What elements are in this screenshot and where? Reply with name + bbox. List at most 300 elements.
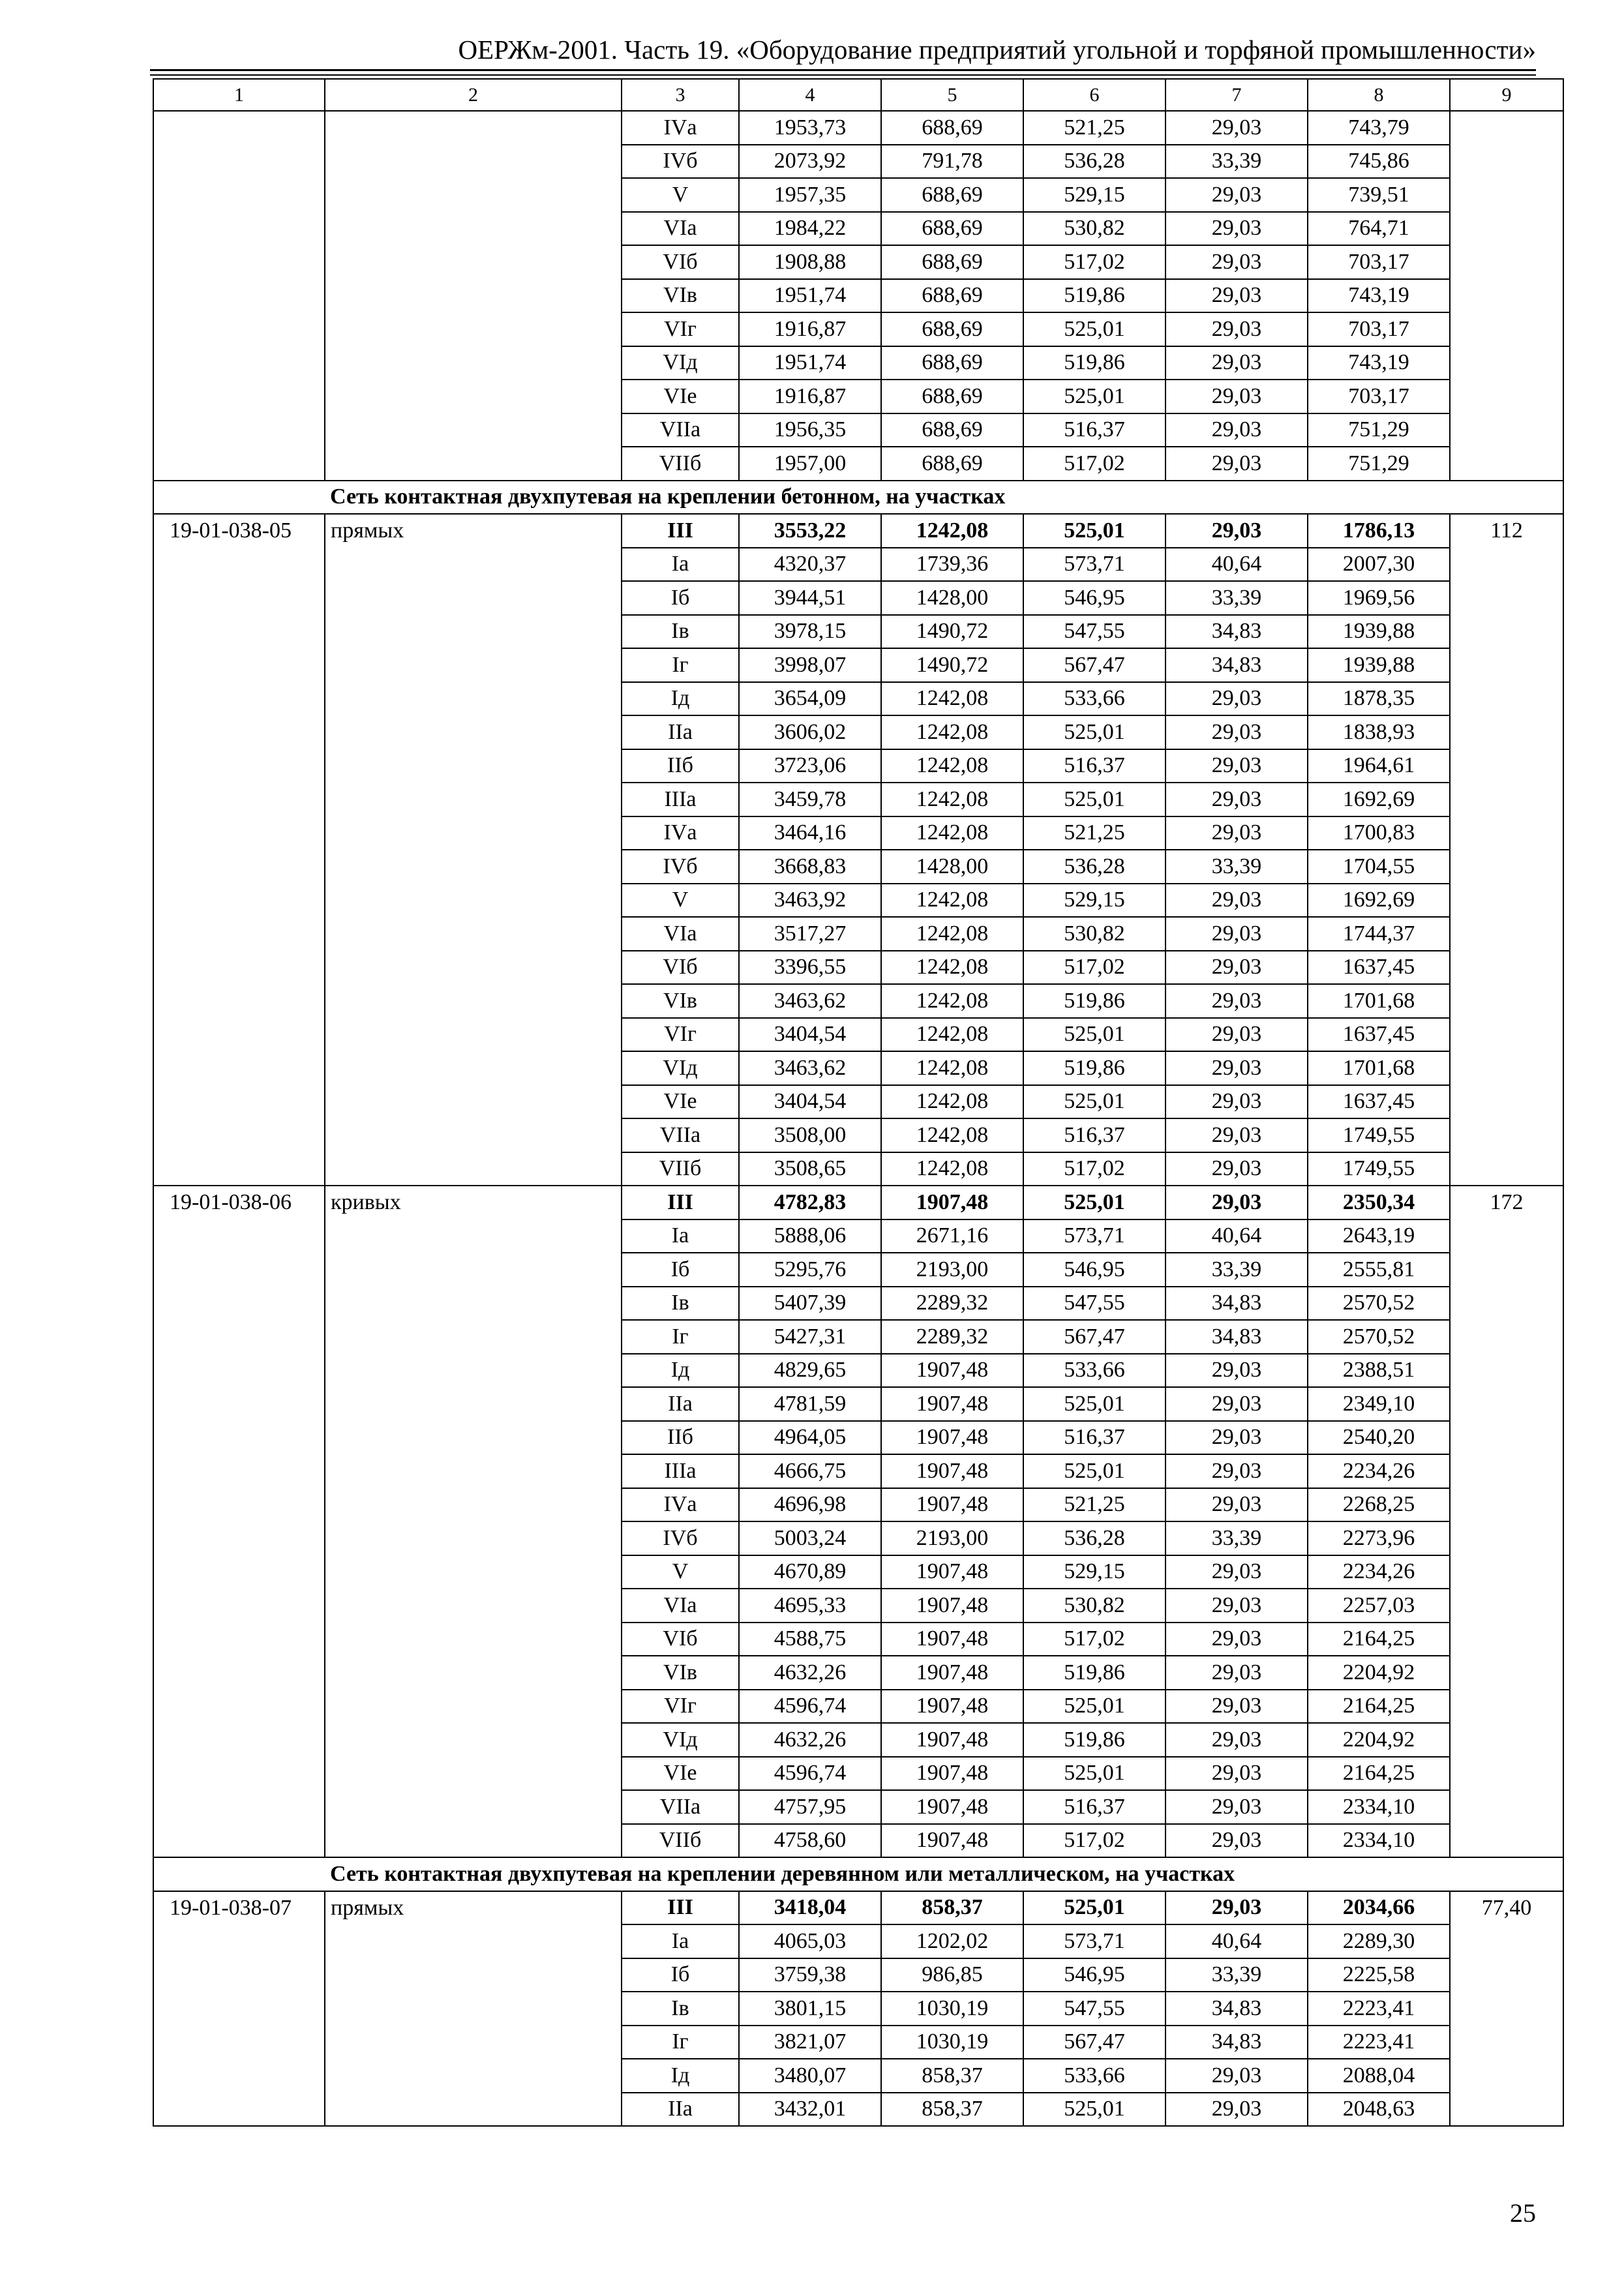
value-cell: 3404,54 — [739, 1085, 881, 1119]
value-cell: 533,66 — [1023, 2059, 1165, 2093]
value-cell: 29,03 — [1165, 682, 1308, 716]
zone-cell: VIIа — [622, 1790, 739, 1824]
value-cell: 4758,60 — [739, 1824, 881, 1858]
zone-cell: Iб — [622, 1958, 739, 1992]
table-row — [153, 111, 1563, 145]
value-cell: 1692,69 — [1308, 884, 1450, 918]
value-cell: 573,71 — [1023, 548, 1165, 582]
value-cell: 34,83 — [1165, 2026, 1308, 2059]
value-cell: 29,03 — [1165, 783, 1308, 816]
value-cell: 688,69 — [881, 212, 1023, 246]
column-number-cell: 3 — [622, 79, 739, 111]
value-cell: 1704,55 — [1308, 850, 1450, 884]
value-cell: 547,55 — [1023, 1287, 1165, 1321]
value-cell: 4588,75 — [739, 1623, 881, 1656]
zone-cell: IIа — [622, 1387, 739, 1421]
value-cell: 2570,52 — [1308, 1320, 1450, 1354]
value-cell: 29,03 — [1165, 1051, 1308, 1085]
value-cell: 688,69 — [881, 346, 1023, 380]
value-cell: 1916,87 — [739, 380, 881, 413]
col9-cell: 172 — [1450, 1186, 1563, 1857]
page-header: ОЕРЖм-2001. Часть 19. «Оборудование предприятий угольной и торфяной промышленности» — [458, 35, 1536, 65]
zone-cell: VIе — [622, 380, 739, 413]
column-number-cell: 1 — [153, 79, 325, 111]
zone-cell: VIг — [622, 1690, 739, 1724]
value-cell: 573,71 — [1023, 1924, 1165, 1958]
value-cell: 34,83 — [1165, 1320, 1308, 1354]
value-cell: 29,03 — [1165, 380, 1308, 413]
header-rule-thin — [150, 74, 1536, 76]
zone-cell: Iд — [622, 1354, 739, 1388]
value-cell: 1939,88 — [1308, 648, 1450, 682]
value-cell: 1428,00 — [881, 581, 1023, 615]
value-cell: 536,28 — [1023, 145, 1165, 179]
value-cell: 29,03 — [1165, 1118, 1308, 1152]
value-cell: 517,02 — [1023, 1623, 1165, 1656]
value-cell: 1692,69 — [1308, 783, 1450, 816]
value-cell: 4696,98 — [739, 1488, 881, 1522]
value-cell: 525,01 — [1023, 1085, 1165, 1119]
value-cell: 3606,02 — [739, 715, 881, 749]
zone-cell: Iв — [622, 1992, 739, 2026]
code-cell — [153, 111, 325, 481]
zone-cell: VIд — [622, 1723, 739, 1757]
value-cell: 29,03 — [1165, 1656, 1308, 1690]
value-cell: 525,01 — [1023, 783, 1165, 816]
value-cell: 743,19 — [1308, 279, 1450, 313]
value-cell: 1907,48 — [881, 1623, 1023, 1656]
column-number-cell: 8 — [1308, 79, 1450, 111]
value-cell: 519,86 — [1023, 346, 1165, 380]
value-cell: 1907,48 — [881, 1790, 1023, 1824]
value-cell: 529,15 — [1023, 1555, 1165, 1589]
rates-table — [153, 78, 1564, 2127]
value-cell: 1907,48 — [881, 1690, 1023, 1724]
value-cell: 858,37 — [881, 1891, 1023, 1925]
value-cell: 2007,30 — [1308, 548, 1450, 582]
value-cell: 517,02 — [1023, 951, 1165, 985]
zone-cell: Iг — [622, 648, 739, 682]
value-cell: 2388,51 — [1308, 1354, 1450, 1388]
value-cell: 1637,45 — [1308, 1018, 1450, 1052]
value-cell: 4666,75 — [739, 1454, 881, 1488]
value-cell: 29,03 — [1165, 1790, 1308, 1824]
value-cell: 2223,41 — [1308, 2026, 1450, 2059]
zone-cell: Iа — [622, 548, 739, 582]
value-cell: 4632,26 — [739, 1656, 881, 1690]
zone-cell: III — [622, 514, 739, 548]
value-cell: 3654,09 — [739, 682, 881, 716]
value-cell: 1700,83 — [1308, 816, 1450, 850]
value-cell: 1907,48 — [881, 1824, 1023, 1858]
value-cell: 525,01 — [1023, 1387, 1165, 1421]
value-cell: 3821,07 — [739, 2026, 881, 2059]
value-cell: 688,69 — [881, 380, 1023, 413]
page-number: 25 — [1510, 2198, 1536, 2228]
value-cell: 1242,08 — [881, 1152, 1023, 1186]
zone-cell: VIв — [622, 279, 739, 313]
value-cell: 2643,19 — [1308, 1219, 1450, 1253]
value-cell: 29,03 — [1165, 1152, 1308, 1186]
section-heading: Сеть контактная двухпутевая на креплении бетонном, на участках — [153, 481, 1563, 515]
value-cell: 546,95 — [1023, 581, 1165, 615]
value-cell: 536,28 — [1023, 850, 1165, 884]
name-cell: кривых — [325, 1186, 622, 1857]
value-cell: 530,82 — [1023, 1589, 1165, 1623]
column-number-cell: 2 — [325, 79, 622, 111]
value-cell: 29,03 — [1165, 2059, 1308, 2093]
value-cell: 858,37 — [881, 2093, 1023, 2127]
value-cell: 1953,73 — [739, 111, 881, 145]
value-cell: 1951,74 — [739, 279, 881, 313]
value-cell: 1907,48 — [881, 1723, 1023, 1757]
value-cell: 1242,08 — [881, 1118, 1023, 1152]
value-cell: 1749,55 — [1308, 1118, 1450, 1152]
value-cell: 521,25 — [1023, 111, 1165, 145]
value-cell: 3801,15 — [739, 1992, 881, 2026]
zone-cell: IVб — [622, 1521, 739, 1555]
value-cell: 2273,96 — [1308, 1521, 1450, 1555]
value-cell: 573,71 — [1023, 1219, 1165, 1253]
value-cell: 1749,55 — [1308, 1152, 1450, 1186]
value-cell: 4065,03 — [739, 1924, 881, 1958]
value-cell: 2257,03 — [1308, 1589, 1450, 1623]
column-number-row — [153, 79, 1563, 111]
zone-cell: V — [622, 884, 739, 918]
zone-cell: VIб — [622, 1623, 739, 1656]
value-cell: 2223,41 — [1308, 1992, 1450, 2026]
value-cell: 1242,08 — [881, 783, 1023, 816]
value-cell: 1907,48 — [881, 1589, 1023, 1623]
code-cell: 19-01-038-06 — [153, 1186, 325, 1857]
value-cell: 29,03 — [1165, 917, 1308, 951]
zone-cell: VIе — [622, 1757, 739, 1791]
column-number-cell: 7 — [1165, 79, 1308, 111]
value-cell: 29,03 — [1165, 951, 1308, 985]
zone-cell: VIд — [622, 1051, 739, 1085]
value-cell: 703,17 — [1308, 312, 1450, 346]
value-cell: 2204,92 — [1308, 1656, 1450, 1690]
value-cell: 1957,00 — [739, 447, 881, 481]
col9-cell: 77,40 — [1450, 1891, 1563, 2127]
value-cell: 791,78 — [881, 145, 1023, 179]
value-cell: 29,03 — [1165, 1690, 1308, 1724]
value-cell: 547,55 — [1023, 615, 1165, 649]
value-cell: 4320,37 — [739, 548, 881, 582]
zone-cell: Iг — [622, 2026, 739, 2059]
value-cell: 3508,65 — [739, 1152, 881, 1186]
value-cell: 530,82 — [1023, 212, 1165, 246]
value-cell: 4829,65 — [739, 1354, 881, 1388]
value-cell: 33,39 — [1165, 1521, 1308, 1555]
value-cell: 1242,08 — [881, 749, 1023, 783]
value-cell: 2555,81 — [1308, 1253, 1450, 1287]
value-cell: 519,86 — [1023, 1051, 1165, 1085]
value-cell: 525,01 — [1023, 514, 1165, 548]
zone-cell: VIIа — [622, 413, 739, 447]
value-cell: 3480,07 — [739, 2059, 881, 2093]
value-cell: 567,47 — [1023, 2026, 1165, 2059]
zone-cell: Iб — [622, 581, 739, 615]
value-cell: 688,69 — [881, 447, 1023, 481]
value-cell: 29,03 — [1165, 1387, 1308, 1421]
section-heading-row — [153, 481, 1563, 515]
value-cell: 3553,22 — [739, 514, 881, 548]
value-cell: 3998,07 — [739, 648, 881, 682]
value-cell: 1786,13 — [1308, 514, 1450, 548]
value-cell: 29,03 — [1165, 1824, 1308, 1858]
zone-cell: Iв — [622, 1287, 739, 1321]
value-cell: 529,15 — [1023, 178, 1165, 212]
value-cell: 33,39 — [1165, 1958, 1308, 1992]
value-cell: 519,86 — [1023, 1723, 1165, 1757]
zone-cell: IVа — [622, 111, 739, 145]
value-cell: 3668,83 — [739, 850, 881, 884]
value-cell: 567,47 — [1023, 1320, 1165, 1354]
section-heading: Сеть контактная двухпутевая на креплении деревянном или металлическом, на участках — [153, 1857, 1563, 1891]
value-cell: 29,03 — [1165, 2093, 1308, 2127]
value-cell: 525,01 — [1023, 312, 1165, 346]
zone-cell: VIIа — [622, 1118, 739, 1152]
value-cell: 3517,27 — [739, 917, 881, 951]
value-cell: 2289,32 — [881, 1287, 1023, 1321]
value-cell: 29,03 — [1165, 1723, 1308, 1757]
value-cell: 2193,00 — [881, 1253, 1023, 1287]
value-cell: 2334,10 — [1308, 1824, 1450, 1858]
value-cell: 2671,16 — [881, 1219, 1023, 1253]
value-cell: 1701,68 — [1308, 984, 1450, 1018]
value-cell: 2164,25 — [1308, 1757, 1450, 1791]
zone-cell: V — [622, 178, 739, 212]
value-cell: 547,55 — [1023, 1992, 1165, 2026]
value-cell: 1956,35 — [739, 413, 881, 447]
zone-cell: IIIа — [622, 1454, 739, 1488]
value-cell: 516,37 — [1023, 413, 1165, 447]
value-cell: 2349,10 — [1308, 1387, 1450, 1421]
zone-cell: VIа — [622, 917, 739, 951]
zone-cell: Iа — [622, 1924, 739, 1958]
name-cell: прямых — [325, 514, 622, 1186]
value-cell: 1739,36 — [881, 548, 1023, 582]
value-cell: 3404,54 — [739, 1018, 881, 1052]
value-cell: 4596,74 — [739, 1690, 881, 1724]
value-cell: 29,03 — [1165, 1018, 1308, 1052]
value-cell: 3944,51 — [739, 581, 881, 615]
value-cell: 3432,01 — [739, 2093, 881, 2127]
value-cell: 29,03 — [1165, 111, 1308, 145]
value-cell: 4632,26 — [739, 1723, 881, 1757]
column-number-cell: 5 — [881, 79, 1023, 111]
value-cell: 1907,48 — [881, 1757, 1023, 1791]
value-cell: 1907,48 — [881, 1488, 1023, 1522]
value-cell: 688,69 — [881, 245, 1023, 279]
value-cell: 1202,02 — [881, 1924, 1023, 1958]
value-cell: 1939,88 — [1308, 615, 1450, 649]
zone-cell: VIб — [622, 951, 739, 985]
zone-cell: IVб — [622, 850, 739, 884]
value-cell: 2204,92 — [1308, 1723, 1450, 1757]
zone-cell: IIб — [622, 749, 739, 783]
value-cell: 29,03 — [1165, 178, 1308, 212]
value-cell: 29,03 — [1165, 1555, 1308, 1589]
value-cell: 567,47 — [1023, 648, 1165, 682]
column-number-cell: 6 — [1023, 79, 1165, 111]
value-cell: 688,69 — [881, 111, 1023, 145]
value-cell: 519,86 — [1023, 279, 1165, 313]
value-cell: 516,37 — [1023, 1790, 1165, 1824]
value-cell: 40,64 — [1165, 1924, 1308, 1958]
value-cell: 29,03 — [1165, 1589, 1308, 1623]
zone-cell: IIб — [622, 1421, 739, 1455]
zone-cell: VIа — [622, 212, 739, 246]
value-cell: 1969,56 — [1308, 581, 1450, 615]
value-cell: 1490,72 — [881, 615, 1023, 649]
value-cell: 546,95 — [1023, 1253, 1165, 1287]
zone-cell: V — [622, 1555, 739, 1589]
value-cell: 1744,37 — [1308, 917, 1450, 951]
value-cell: 525,01 — [1023, 2093, 1165, 2127]
value-cell: 525,01 — [1023, 1757, 1165, 1791]
value-cell: 1637,45 — [1308, 1085, 1450, 1119]
value-cell: 743,79 — [1308, 111, 1450, 145]
value-cell: 29,03 — [1165, 447, 1308, 481]
table-row — [153, 514, 1563, 548]
col9-cell: 112 — [1450, 514, 1563, 1186]
value-cell: 3463,62 — [739, 1051, 881, 1085]
value-cell: 40,64 — [1165, 548, 1308, 582]
value-cell: 29,03 — [1165, 279, 1308, 313]
value-cell: 2048,63 — [1308, 2093, 1450, 2127]
column-number-cell: 4 — [739, 79, 881, 111]
value-cell: 1242,08 — [881, 514, 1023, 548]
value-cell: 1030,19 — [881, 2026, 1023, 2059]
value-cell: 2350,34 — [1308, 1186, 1450, 1219]
value-cell: 29,03 — [1165, 1488, 1308, 1522]
value-cell: 34,83 — [1165, 615, 1308, 649]
value-cell: 4670,89 — [739, 1555, 881, 1589]
value-cell: 546,95 — [1023, 1958, 1165, 1992]
value-cell: 3464,16 — [739, 816, 881, 850]
value-cell: 516,37 — [1023, 1118, 1165, 1152]
value-cell: 29,03 — [1165, 514, 1308, 548]
value-cell: 34,83 — [1165, 1992, 1308, 2026]
value-cell: 986,85 — [881, 1958, 1023, 1992]
value-cell: 1242,08 — [881, 1051, 1023, 1085]
value-cell: 530,82 — [1023, 917, 1165, 951]
value-cell: 29,03 — [1165, 312, 1308, 346]
value-cell: 29,03 — [1165, 346, 1308, 380]
value-cell: 1908,88 — [739, 245, 881, 279]
value-cell: 29,03 — [1165, 884, 1308, 918]
value-cell: 525,01 — [1023, 1690, 1165, 1724]
value-cell: 2570,52 — [1308, 1287, 1450, 1321]
value-cell: 1242,08 — [881, 884, 1023, 918]
value-cell: 1907,48 — [881, 1656, 1023, 1690]
value-cell: 4757,95 — [739, 1790, 881, 1824]
zone-cell: VIв — [622, 1656, 739, 1690]
zone-cell: IIа — [622, 715, 739, 749]
zone-cell: Iа — [622, 1219, 739, 1253]
value-cell: 4781,59 — [739, 1387, 881, 1421]
value-cell: 533,66 — [1023, 682, 1165, 716]
zone-cell: VIIб — [622, 447, 739, 481]
zone-cell: VIд — [622, 346, 739, 380]
value-cell: 29,03 — [1165, 212, 1308, 246]
value-cell: 739,51 — [1308, 178, 1450, 212]
value-cell: 517,02 — [1023, 447, 1165, 481]
value-cell: 33,39 — [1165, 145, 1308, 179]
value-cell: 5427,31 — [739, 1320, 881, 1354]
value-cell: 29,03 — [1165, 1757, 1308, 1791]
zone-cell: VIIб — [622, 1152, 739, 1186]
value-cell: 2193,00 — [881, 1521, 1023, 1555]
value-cell: 1984,22 — [739, 212, 881, 246]
value-cell: 1916,87 — [739, 312, 881, 346]
value-cell: 2289,30 — [1308, 1924, 1450, 1958]
name-cell: прямых — [325, 1891, 622, 2127]
zone-cell: Iд — [622, 2059, 739, 2093]
value-cell: 5888,06 — [739, 1219, 881, 1253]
value-cell: 1964,61 — [1308, 749, 1450, 783]
value-cell: 40,64 — [1165, 1219, 1308, 1253]
value-cell: 1907,48 — [881, 1186, 1023, 1219]
value-cell: 2164,25 — [1308, 1623, 1450, 1656]
value-cell: 3463,62 — [739, 984, 881, 1018]
col9-cell — [1450, 111, 1563, 481]
value-cell: 1428,00 — [881, 850, 1023, 884]
value-cell: 3978,15 — [739, 615, 881, 649]
zone-cell: IVа — [622, 1488, 739, 1522]
value-cell: 703,17 — [1308, 245, 1450, 279]
value-cell: 1242,08 — [881, 682, 1023, 716]
value-cell: 2088,04 — [1308, 2059, 1450, 2093]
value-cell: 2034,66 — [1308, 1891, 1450, 1925]
value-cell: 529,15 — [1023, 884, 1165, 918]
value-cell: 521,25 — [1023, 1488, 1165, 1522]
value-cell: 525,01 — [1023, 715, 1165, 749]
code-cell: 19-01-038-05 — [153, 514, 325, 1186]
table-row — [153, 1891, 1563, 1925]
value-cell: 3459,78 — [739, 783, 881, 816]
value-cell: 519,86 — [1023, 1656, 1165, 1690]
value-cell: 4782,83 — [739, 1186, 881, 1219]
value-cell: 29,03 — [1165, 715, 1308, 749]
value-cell: 29,03 — [1165, 1454, 1308, 1488]
value-cell: 533,66 — [1023, 1354, 1165, 1388]
value-cell: 34,83 — [1165, 648, 1308, 682]
value-cell: 688,69 — [881, 279, 1023, 313]
value-cell: 29,03 — [1165, 413, 1308, 447]
value-cell: 536,28 — [1023, 1521, 1165, 1555]
value-cell: 1951,74 — [739, 346, 881, 380]
value-cell: 29,03 — [1165, 1421, 1308, 1455]
value-cell: 516,37 — [1023, 749, 1165, 783]
value-cell: 688,69 — [881, 178, 1023, 212]
value-cell: 4695,33 — [739, 1589, 881, 1623]
zone-cell: Iв — [622, 615, 739, 649]
value-cell: 29,03 — [1165, 749, 1308, 783]
value-cell: 525,01 — [1023, 1018, 1165, 1052]
value-cell: 1242,08 — [881, 816, 1023, 850]
name-cell — [325, 111, 622, 481]
value-cell: 29,03 — [1165, 1186, 1308, 1219]
value-cell: 703,17 — [1308, 380, 1450, 413]
value-cell: 525,01 — [1023, 1186, 1165, 1219]
value-cell: 1907,48 — [881, 1354, 1023, 1388]
value-cell: 1957,35 — [739, 178, 881, 212]
value-cell: 1637,45 — [1308, 951, 1450, 985]
value-cell: 5407,39 — [739, 1287, 881, 1321]
